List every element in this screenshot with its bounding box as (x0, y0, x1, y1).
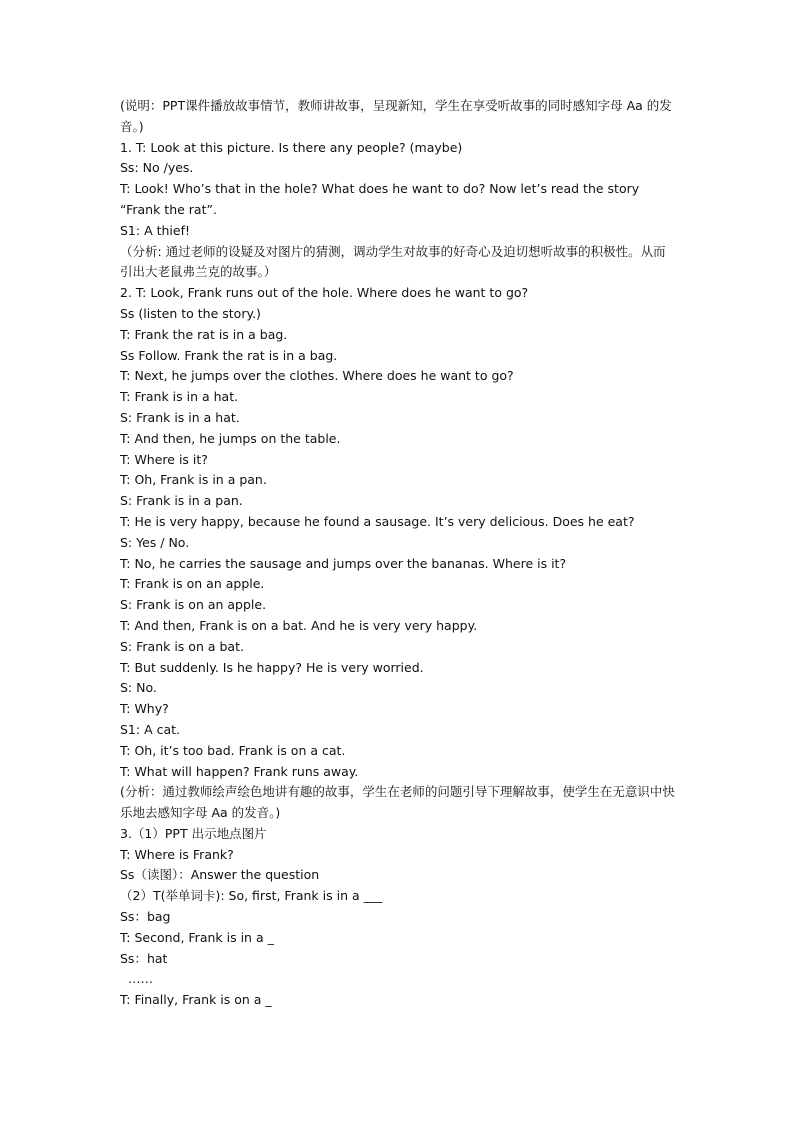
dialogue-line: T: What will happen? Frank runs away. (120, 763, 359, 779)
dialogue-line: Ss：bag (120, 909, 171, 925)
dialogue-line: S: No. (120, 680, 157, 696)
dialogue-line: （2）T(举单词卡): So, first, Frank is in a ___ (120, 888, 383, 904)
document-body (120, 96, 676, 1011)
dialogue-line: T: Second, Frank is in a _ (120, 929, 274, 945)
ellipsis-line: …… (120, 971, 153, 987)
dialogue-line: Ss (listen to the story.) (120, 305, 261, 321)
dialogue-line: T: No, he carries the sausage and jumps over the bananas. Where is it? (120, 555, 567, 571)
dialogue-line: T: Frank is on an apple. (120, 576, 265, 592)
dialogue-line: T: Where is Frank? (120, 846, 234, 862)
dialogue-line: T: And then, he jumps on the table. (120, 430, 341, 446)
dialogue-line: T: He is very happy, because he found a sausage. It’s very delicious. Does he eat? (120, 513, 635, 529)
dialogue-line: T: Frank is in a hat. (120, 389, 239, 405)
dialogue-line: T: Next, he jumps over the clothes. Where does he want to go? (120, 368, 514, 384)
dialogue-line: Ss：hat (120, 950, 168, 966)
dialogue-line: S: Frank is on an apple. (120, 597, 267, 613)
dialogue-line: T: And then, Frank is on a bat. And he is very very happy. (120, 617, 478, 633)
dialogue-line: Ss: No /yes. (120, 160, 194, 176)
dialogue-line: 2. T: Look, Frank runs out of the hole. Where does he want to go? (120, 285, 529, 301)
dialogue-line: T: Oh, it’s too bad. Frank is on a cat. (120, 742, 346, 758)
dialogue-line: S: Frank is in a pan. (120, 493, 243, 509)
dialogue-line: T: But suddenly. Is he happy? He is very worried. (120, 659, 424, 675)
dialogue-line: S1: A thief! (120, 222, 190, 238)
analysis-paragraph: （分析: 通过老师的设疑及对图片的猜测，调动学生对故事的好奇心及迫切想听故事的积极性。从而引出大老鼠弗兰克的故事。） (120, 243, 666, 280)
dialogue-line: S: Frank is on a bat. (120, 638, 244, 654)
dialogue-line: S: Frank is in a hat. (120, 409, 240, 425)
dialogue-line: T: Why? (120, 701, 169, 717)
note-paragraph: (说明：PPT课件播放故事情节，教师讲故事，呈现新知，学生在享受听故事的同时感知字母 Aa 的发音。) (120, 98, 672, 134)
dialogue-line: S: Yes / No. (120, 534, 190, 550)
dialogue-line: T: Oh, Frank is in a pan. (120, 472, 267, 488)
dialogue-line: T: Frank the rat is in a bag. (120, 326, 288, 342)
dialogue-line: T: Finally, Frank is on a _ (120, 992, 272, 1008)
dialogue-line: T: Look! Who’s that in the hole? What does he want to do? Now let’s read the story “Frank the rat”. (120, 181, 648, 217)
analysis-paragraph: (分析：通过教师绘声绘色地讲有趣的故事，学生在老师的问题引导下理解故事，使学生在无意识中快乐地去感知字母 Aa 的发音。) (120, 784, 675, 821)
dialogue-line: T: Where is it? (120, 451, 208, 467)
dialogue-line: S1: A cat. (120, 721, 181, 737)
dialogue-line: Ss（读图）：Answer the question (120, 867, 320, 883)
step-heading: 3.（1）PPT 出示地点图片 (120, 825, 267, 841)
dialogue-line: 1. T: Look at this picture. Is there any people? (maybe) (120, 139, 463, 155)
dialogue-line: Ss Follow. Frank the rat is in a bag. (120, 347, 338, 363)
